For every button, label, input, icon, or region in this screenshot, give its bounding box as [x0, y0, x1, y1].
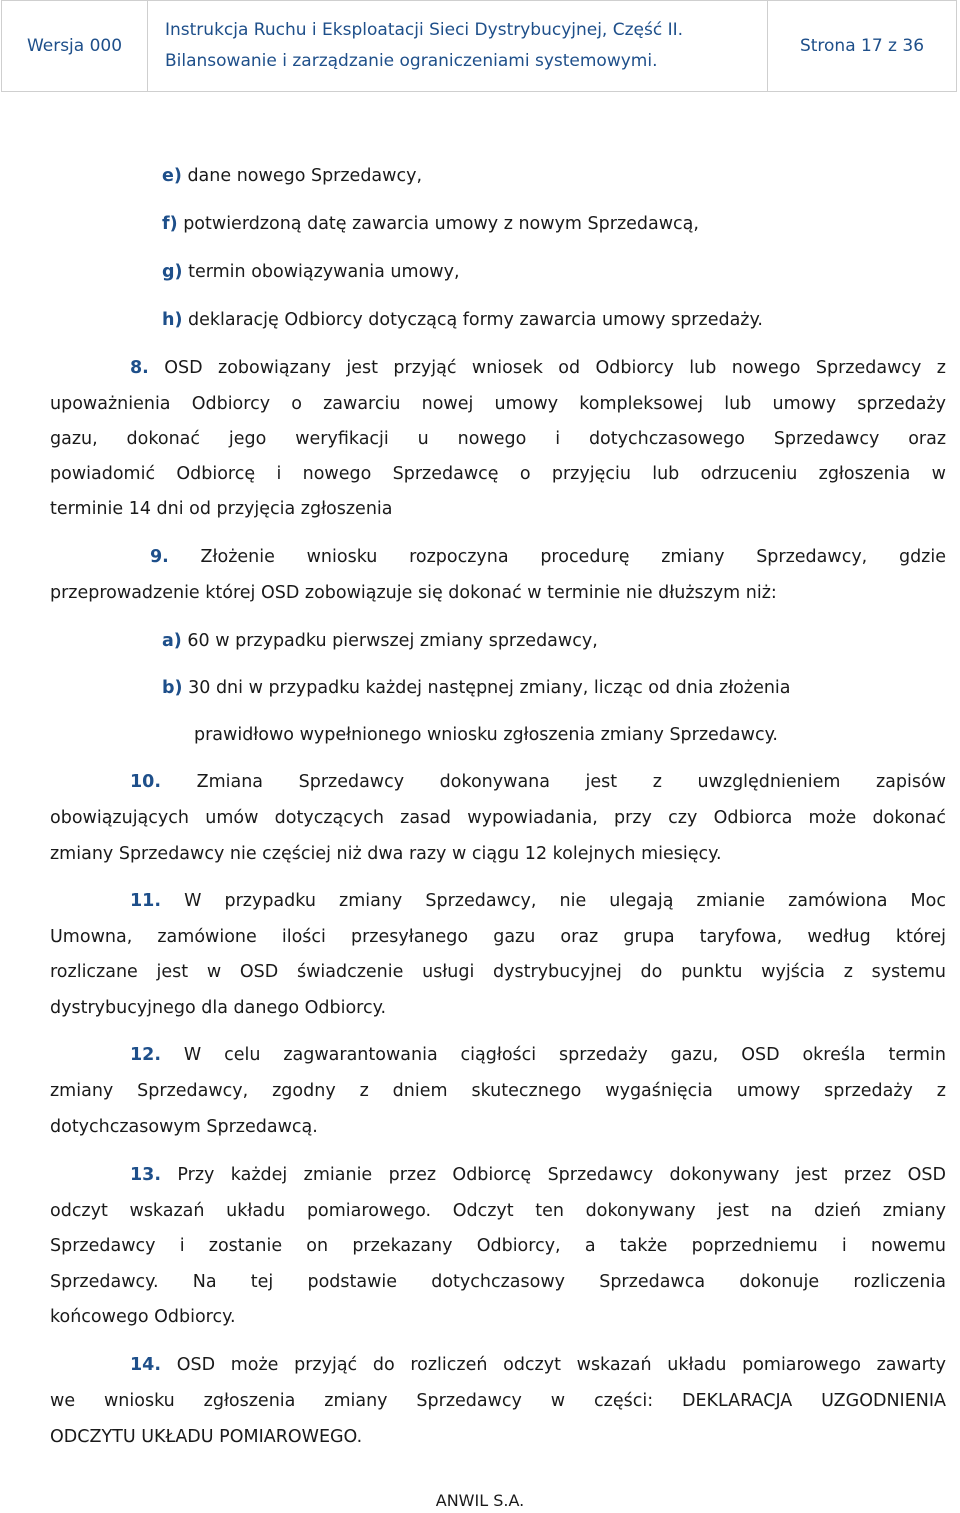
paragraph-13-line2: odczyt wskazań układu pomiarowego. Odczyt ten dokonywany jest na dzień zmiany: [50, 1201, 946, 1221]
document-title-line1: Instrukcja Ruchu i Eksploatacji Sieci Dystrybucyjnej, Część II.: [165, 20, 684, 40]
paragraph-13-line1: 13. Przy każdej zmianie przez Odbiorcę Sprzedawcy dokonywany jest przez OSD: [130, 1165, 946, 1185]
paragraph-12-line1: 12. W celu zagwarantowania ciągłości sprzedaży gazu, OSD określa termin: [130, 1045, 946, 1065]
list-item-e: e) dane nowego Sprzedawcy,: [162, 166, 423, 186]
paragraph-11-line2: Umowna, zamówione ilości przesyłanego gazu oraz grupa taryfowa, według której: [50, 927, 946, 947]
page-footer: ANWIL S.A.: [435, 1491, 525, 1510]
paragraph-8-line2: upoważnienia Odbiorcy o zawarciu nowej umowy kompleksowej lub umowy sprzedaży: [50, 394, 946, 414]
paragraph-8-line5: terminie 14 dni od przyjęcia zgłoszenia: [50, 499, 393, 519]
paragraph-13-line3: Sprzedawcy i zostanie on przekazany Odbiorcy, a także poprzedniemu i nowemu: [50, 1236, 946, 1256]
paragraph-10-line2: obowiązujących umów dotyczących zasad wypowiadania, przy czy Odbiorca może dokonać: [50, 808, 946, 828]
paragraph-14-line1: 14. OSD może przyjąć do rozliczeń odczyt wskazań układu pomiarowego zawarty: [130, 1355, 946, 1375]
list-item-f: f) potwierdzoną datę zawarcia umowy z nowym Sprzedawcą,: [162, 214, 699, 234]
page-header: [1, 0, 957, 92]
paragraph-10-line1: 10. Zmiana Sprzedawcy dokonywana jest z uwzględnieniem zapisów: [130, 772, 946, 792]
paragraph-8-line1: 8. OSD zobowiązany jest przyjąć wniosek od Odbiorcy lub nowego Sprzedawcy z: [130, 358, 946, 378]
list-item-g: g) termin obowiązywania umowy,: [162, 262, 460, 282]
paragraph-13-line4: Sprzedawcy. Na tej podstawie dotychczasowy Sprzedawca dokonuje rozliczenia: [50, 1272, 946, 1292]
paragraph-10-line3: zmiany Sprzedawcy nie częściej niż dwa razy w ciągu 12 kolejnych miesięcy.: [50, 844, 722, 864]
paragraph-14-line3: ODCZYTU UKŁADU POMIAROWEGO.: [50, 1427, 363, 1447]
list-item-b: b) 30 dni w przypadku każdej następnej zmiany, licząc od dnia złożenia: [162, 678, 791, 698]
paragraph-8-line3: gazu, dokonać jego weryfikacji u nowego i dotychczasowego Sprzedawcy oraz: [50, 429, 946, 449]
paragraph-12-line3: dotychczasowym Sprzedawcą.: [50, 1117, 318, 1137]
document-title-line2: Bilansowanie i zarządzanie ograniczeniami systemowymi.: [165, 51, 658, 71]
list-item-a: a) 60 w przypadku pierwszej zmiany sprzedawcy,: [162, 631, 598, 651]
list-item-b-cont: prawidłowo wypełnionego wniosku zgłoszenia zmiany Sprzedawcy.: [194, 725, 778, 745]
paragraph-14-line2: we wniosku zgłoszenia zmiany Sprzedawcy w części: DEKLARACJA UZGODNIENIA: [50, 1391, 946, 1411]
paragraph-11-line1: 11. W przypadku zmiany Sprzedawcy, nie ulegają zmianie zamówiona Moc: [130, 891, 946, 911]
document-title: [148, 1, 768, 91]
paragraph-9-line2: przeprowadzenie której OSD zobowiązuje się dokonać w terminie nie dłuższym niż:: [50, 583, 777, 603]
version-label: Wersja 000: [2, 1, 148, 91]
paragraph-11-line3: rozliczane jest w OSD świadczenie usługi dystrybucyjnej do punktu wyjścia z systemu: [50, 962, 946, 982]
paragraph-8-line4: powiadomić Odbiorcę i nowego Sprzedawcę o przyjęciu lub odrzuceniu zgłoszenia w: [50, 464, 946, 484]
paragraph-12-line2: zmiany Sprzedawcy, zgodny z dniem skutecznego wygaśnięcia umowy sprzedaży z: [50, 1081, 946, 1101]
page-number: Strona 17 z 36: [799, 36, 925, 56]
paragraph-13-line5: końcowego Odbiorcy.: [50, 1307, 236, 1327]
list-item-h: h) deklarację Odbiorcy dotyczącą formy zawarcia umowy sprzedaży.: [162, 310, 763, 330]
paragraph-11-line4: dystrybucyjnego dla danego Odbiorcy.: [50, 998, 387, 1018]
paragraph-9-line1: 9. Złożenie wniosku rozpoczyna procedurę zmiany Sprzedawcy, gdzie: [150, 547, 946, 567]
